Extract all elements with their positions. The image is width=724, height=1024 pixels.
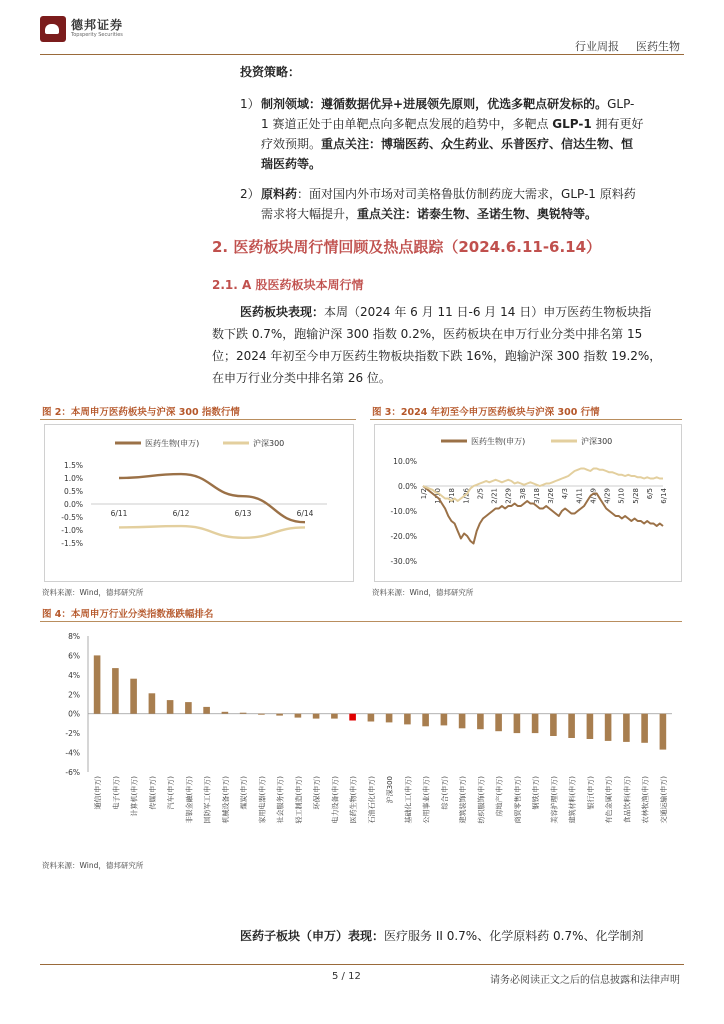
fig4-bar <box>459 714 466 729</box>
fig4-bar <box>514 714 521 733</box>
fig4-bar <box>568 714 575 738</box>
strategy-item-2-line1: 原料药：面对国内外市场对司美格鲁肽仿制药庞大需求，GLP-1 原料药 <box>261 187 636 201</box>
fig3-x-tick: 1/26 <box>462 488 471 504</box>
fig4-chart <box>40 624 682 856</box>
fig4-x-tick: 公用事业(申万) <box>422 776 431 824</box>
fig4-x-tick: 非银金融(申万) <box>185 776 194 824</box>
fig4-y-tick: -4% <box>65 748 80 758</box>
section-paragraph-line4: 在申万行业分类中排名第 26 位。 <box>212 371 391 385</box>
fig4-x-tick: 建筑装饰(申万) <box>459 776 468 824</box>
fig4-x-tick: 房地产(申万) <box>495 776 504 817</box>
fig4-bar <box>240 713 247 714</box>
fig3-x-tick: 1/2 <box>420 488 428 500</box>
fig2-y-tick: -1.0% <box>61 526 83 535</box>
fig4-y-tick: -2% <box>65 729 80 739</box>
fig3-x-tick: 1/10 <box>434 488 443 504</box>
page-number: 5 / 12 <box>332 971 361 982</box>
fig3-x-tick: 3/8 <box>518 488 527 500</box>
footer-divider <box>40 964 684 965</box>
fig4-x-tick: 电力设备(申万) <box>331 776 340 824</box>
fig4-y-tick: 8% <box>68 632 80 641</box>
fig4-x-tick: 国防军工(申万) <box>203 776 212 824</box>
section-paragraph-line1: 医药板块表现：本周（2024 年 6 月 11 日-6 月 14 日）申万医药生物板块指 <box>240 305 652 319</box>
section-paragraph-line3: 位；2024 年初至今申万医药生物板块指数下跌 16%，跑输沪深 300 指数 19.2%， <box>212 349 662 363</box>
fig4-bar <box>660 714 667 750</box>
fig3-chart <box>375 425 681 581</box>
fig4-x-tick: 家用电器(申万) <box>258 776 267 824</box>
fig4-bar <box>313 714 320 719</box>
fig4-bar <box>349 714 356 721</box>
fig2-x-tick: 6/14 <box>296 509 314 518</box>
fig4-x-tick: 轻工制造(申万) <box>294 776 303 824</box>
fig4-x-tick: 社会服务(申万) <box>276 776 285 824</box>
fig2-x-tick: 6/11 <box>110 509 128 518</box>
fig4-source: 资料来源：Wind，德邦研究所 <box>42 861 144 870</box>
fig4-bar <box>368 714 375 722</box>
fig4-bar <box>276 714 283 716</box>
section-heading: 2. 医药板块周行情回顾及热点跟踪（2024.6.11-6.14） <box>212 238 602 256</box>
fig3-y-tick: -20.0% <box>390 532 417 541</box>
fig3-x-tick: 5/28 <box>631 488 640 504</box>
fig2-legend-label: 沪深300 <box>253 439 285 448</box>
fig4-x-tick: 有色金属(申万) <box>605 776 614 824</box>
fig2-y-tick: -1.5% <box>61 539 83 548</box>
fig4-x-tick: 商贸零售(申万) <box>513 776 522 824</box>
fig2-frame <box>44 424 354 582</box>
fig4-bar <box>203 707 210 714</box>
fig4-x-tick: 计算机(申万) <box>130 776 139 817</box>
fig4-x-tick: 电子(申万) <box>112 776 121 810</box>
fig3-frame <box>374 424 682 582</box>
fig4-x-tick: 基础化工(申万) <box>404 776 413 824</box>
fig3-x-tick: 4/19 <box>589 488 598 504</box>
fig4-bar <box>404 714 411 725</box>
fig4-bar <box>94 655 101 713</box>
fig4-bar <box>222 712 229 714</box>
fig4-x-tick: 传媒(申万) <box>148 776 157 810</box>
section-paragraph-line2: 数下跌 0.7%，跑输沪深 300 指数 0.2%，医药板块在申万行业分类中排名第 15 <box>212 327 643 341</box>
fig2-source: 资料来源：Wind，德邦研究所 <box>42 588 144 597</box>
fig4-x-tick: 银行(申万) <box>586 776 595 810</box>
fig2-y-tick: 1.5% <box>63 461 83 470</box>
fig2-title: 图 2：本周申万医药板块与沪深 300 指数行情 <box>42 407 240 418</box>
fig2-y-tick: 0.0% <box>63 500 83 509</box>
fig3-title: 图 3：2024 年初至今申万医药板块与沪深 300 行情 <box>372 407 600 418</box>
fig3-x-tick: 4/3 <box>561 488 570 500</box>
strategy-item-1-line2: 1 赛道正处于由单靶点向多靶点发展的趋势中，多靶点 GLP-1 拥有更好 <box>261 117 644 131</box>
fig4-x-tick: 建筑材料(申万) <box>568 776 577 824</box>
fig3-series-line-1 <box>423 469 663 502</box>
fig2-y-tick: 1.0% <box>63 474 83 483</box>
fig2-chart <box>45 425 353 581</box>
fig3-y-tick: -10.0% <box>390 507 417 516</box>
fig4-bar <box>331 714 338 719</box>
fig3-x-tick: 3/18 <box>532 488 541 504</box>
fig3-y-tick: 0.0% <box>397 482 417 491</box>
fig4-bar <box>130 679 137 714</box>
logo-subtitle: Topsperity Securities <box>71 32 123 38</box>
fig4-x-tick: 沪深300 <box>386 776 395 804</box>
fig4-bar <box>495 714 502 732</box>
fig4-rule <box>40 621 682 622</box>
fig3-x-tick: 3/26 <box>547 488 556 504</box>
fig4-bar <box>550 714 557 736</box>
fig4-x-tick: 石油石化(申万) <box>367 776 376 824</box>
fig3-legend-label: 沪深300 <box>581 437 613 446</box>
fig3-source: 资料来源：Wind，德邦研究所 <box>372 588 474 597</box>
fig3-legend-label: 医药生物(申万) <box>471 437 526 446</box>
strategy-item-2-num: 2） <box>240 187 260 201</box>
fig4-bar <box>605 714 612 741</box>
fig3-x-tick: 1/18 <box>448 488 457 504</box>
fig4-bar <box>441 714 448 726</box>
subsection-heading: 2.1. A 股医药板块本周行情 <box>212 278 364 292</box>
fig4-bar <box>587 714 594 739</box>
header-labels <box>575 38 680 54</box>
report-type: 行业周报 <box>575 40 619 53</box>
header-divider <box>40 54 684 55</box>
fig4-x-tick: 食品饮料(申万) <box>623 776 632 824</box>
fig4-y-tick: 4% <box>68 670 80 680</box>
fig3-x-tick: 6/14 <box>660 488 668 504</box>
fig4-bar <box>641 714 648 743</box>
fig3-x-tick: 2/21 <box>490 488 499 504</box>
fig4-y-tick: -6% <box>65 768 80 777</box>
fig4-x-tick: 汽车(申万) <box>167 776 176 810</box>
logo-mark-icon <box>40 16 66 42</box>
fig4-x-tick: 医药生物(申万) <box>349 776 358 824</box>
fig3-x-tick: 2/29 <box>504 488 513 504</box>
industry-label: 医药生物 <box>636 40 680 53</box>
fig4-bar <box>112 668 119 714</box>
fig3-y-tick: 10.0% <box>393 457 417 466</box>
strategy-item-1-line1: 制剂领域：遵循数据优异+进展领先原则，优选多靶点研发标的。GLP- <box>261 97 635 111</box>
fig3-rule <box>370 419 682 420</box>
fig4-x-tick: 通信(申万) <box>94 776 103 810</box>
fig4-bar <box>295 714 302 718</box>
fig4-y-tick: 2% <box>68 690 80 700</box>
fig2-series-line-0 <box>119 474 305 522</box>
fig4-bar <box>532 714 539 733</box>
strategy-item-1-line4: 瑞医药等。 <box>261 157 322 171</box>
fig4-x-tick: 交通运输(申万) <box>659 776 668 824</box>
fig3-x-tick: 2/5 <box>476 488 485 500</box>
fig4-bar <box>149 693 156 713</box>
fig3-y-tick: -30.0% <box>390 557 417 566</box>
logo-text: 德邦证券 <box>71 18 124 32</box>
fig2-series-line-1 <box>119 526 305 538</box>
sub-sector-paragraph: 医药子板块（申万）表现：医疗服务 II 0.7%、化学原料药 0.7%、化学制剂 <box>240 929 644 943</box>
fig3-x-tick: 4/29 <box>603 488 612 504</box>
fig4-x-tick: 钢铁(申万) <box>532 776 541 810</box>
fig2-x-tick: 6/13 <box>234 509 252 518</box>
strategy-item-2-line2: 需求将大幅提升，重点关注：诺泰生物、圣诺生物、奥锐特等。 <box>261 207 598 221</box>
fig2-legend-label: 医药生物(申万) <box>145 439 200 448</box>
fig4-x-tick: 综合(申万) <box>440 776 449 810</box>
fig4-frame <box>40 624 682 856</box>
fig4-y-tick: 0% <box>68 709 80 719</box>
fig4-x-tick: 纺织服饰(申万) <box>477 776 486 824</box>
fig4-bar <box>623 714 630 742</box>
fig4-bar <box>477 714 484 730</box>
fig4-x-tick: 环保(申万) <box>313 776 322 810</box>
fig4-x-tick: 煤炭(申万) <box>240 776 249 810</box>
fig2-x-tick: 6/12 <box>172 509 190 518</box>
fig4-x-tick: 农林牧渔(申万) <box>641 776 650 824</box>
fig4-x-tick: 机械设备(申万) <box>221 776 230 824</box>
fig2-y-tick: 0.5% <box>63 487 83 496</box>
disclaimer-note: 请务必阅读正文之后的信息披露和法律声明 <box>490 975 680 986</box>
fig4-bar <box>185 702 192 714</box>
strategy-title: 投资策略： <box>240 65 301 79</box>
fig4-title: 图 4：本周申万行业分类指数涨跌幅排名 <box>42 609 214 620</box>
fig4-bar <box>422 714 429 727</box>
fig3-x-tick: 4/11 <box>575 488 584 504</box>
fig2-y-tick: -0.5% <box>61 513 83 522</box>
fig4-bar <box>167 700 174 714</box>
fig3-x-tick: 5/10 <box>617 488 626 504</box>
fig4-bar <box>386 714 393 723</box>
fig4-y-tick: 6% <box>68 651 80 661</box>
strategy-item-1-line3: 疗效预期。重点关注：博瑞医药、众生药业、乐普医疗、信达生物、恒 <box>261 137 634 151</box>
fig3-series-line-0 <box>423 486 663 544</box>
fig3-x-tick: 6/5 <box>645 488 654 500</box>
fig4-bar <box>258 714 265 715</box>
company-logo <box>40 14 160 46</box>
strategy-item-1-num: 1） <box>240 97 260 111</box>
fig2-rule <box>40 419 356 420</box>
fig4-x-tick: 美容护理(申万) <box>550 776 559 824</box>
